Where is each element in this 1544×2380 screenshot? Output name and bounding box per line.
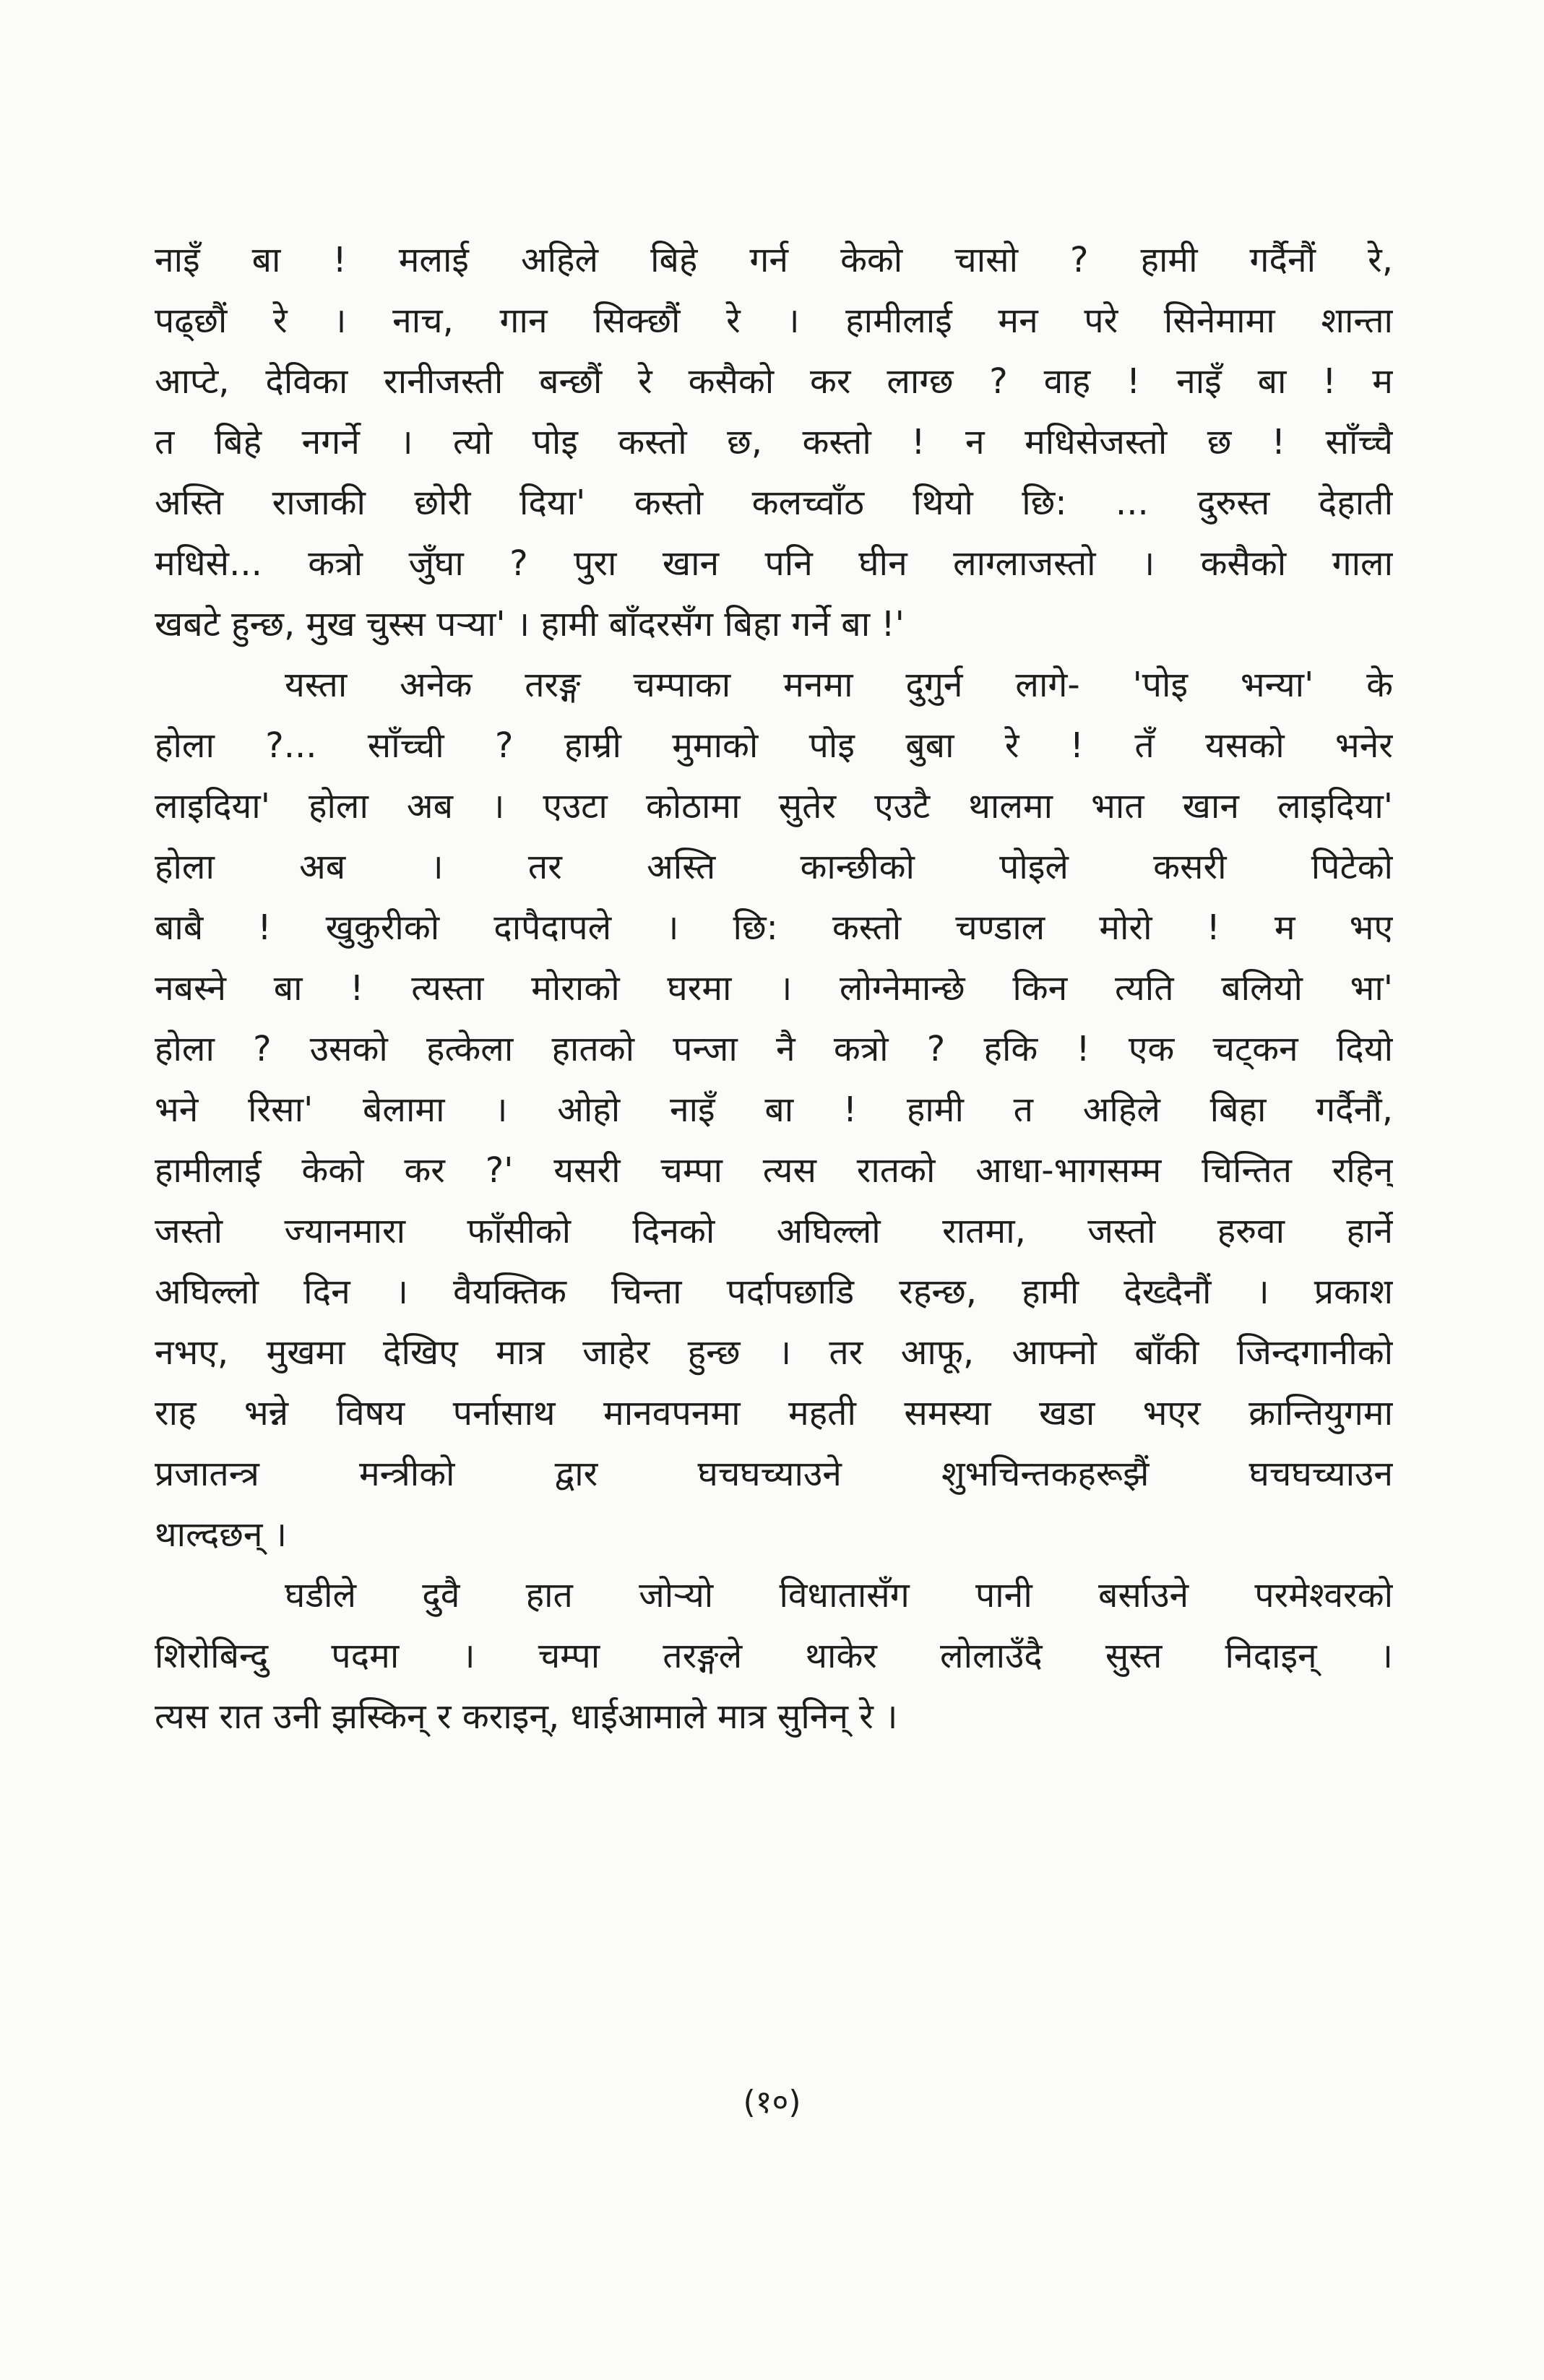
page-number: (१०) — [743, 2084, 801, 2121]
text-line: शिरोबिन्दु पदमा । चम्पा तरङ्गले थाकेर लोलाउँदै सुस्त निदाइन् । — [155, 1636, 1393, 1676]
text-line: नभए, मुखमा देखिए मात्र जाहेर हुन्छ । तर आफू, आफ्नो बाँकी जिन्दगानीको — [155, 1332, 1393, 1373]
text-line: हामीलाई केको कर ?' यसरी चम्पा त्यस रातको आधा-भागसम्म चिन्तित रहिन् — [155, 1150, 1393, 1191]
text-line: बाबै ! खुकुरीको दापैदापले । छि: कस्तो चण्डाल मोरो ! म भए — [155, 907, 1393, 948]
text-line: त बिहे नगर्ने । त्यो पोइ कस्तो छ, कस्तो ! न मधिसेजस्तो छ ! साँच्चै — [155, 422, 1393, 462]
text-line: खबटे हुन्छ, मुख चुस्स पऱ्या' । हामी बाँदरसँग बिहा गर्ने बा !' — [155, 604, 905, 644]
text-line: घडीले दुवै हात जोऱ्यो विधातासँग पानी बर्साउने परमेश्वरको — [285, 1575, 1393, 1616]
body-text — [155, 230, 1393, 1747]
text-line: अघिल्लो दिन । वैयक्तिक चिन्ता पर्दापछाडि रहन्छ, हामी देख्दैनौं । प्रकाश — [155, 1272, 1393, 1312]
text-line: मधिसे... कत्रो जुँघा ? पुरा खान पनि घीन लाग्लाजस्तो । कसैको गाला — [155, 543, 1393, 584]
text-line: त्यस रात उनी झस्किन् र कराइन्, धाईआमाले मात्र सुनिन् रे । — [155, 1696, 898, 1737]
text-line: लाइदिया' होला अब । एउटा कोठामा सुतेर एउटै थालमा भात खान लाइदिया' — [155, 786, 1393, 827]
text-line: अस्ति राजाकी छोरी दिया' कस्तो कलच्वाँठ थियो छि: ... दुरुस्त देहाती — [155, 483, 1393, 523]
text-line: पढ्छौं रे । नाच, गान सिक्छौं रे । हामीलाई मन परे सिनेमामा शान्ता — [155, 301, 1393, 341]
text-line: नबस्ने बा ! त्यस्ता मोराको घरमा । लोग्नेमान्छे किन त्यति बलियो भा' — [155, 968, 1393, 1009]
text-line: यस्ता अनेक तरङ्ग चम्पाका मनमा दुगुर्न लागे- 'पोइ भन्या' के — [285, 665, 1393, 705]
text-line: राह भन्ने विषय पर्नासाथ मानवपनमा महती समस्या खडा भएर क्रान्तियुगमा — [155, 1393, 1393, 1433]
text-line: होला ? उसको हत्केला हातको पन्जा नै कत्रो ? हकि ! एक चट्कन दियो — [155, 1029, 1393, 1069]
text-line: आप्टे, देविका रानीजस्ती बन्छौं रे कसैको कर लाग्छ ? वाह ! नाइँ बा ! म — [155, 361, 1393, 402]
text-line: थाल्दछन् । — [155, 1514, 288, 1555]
text-line: भने रिसा' बेलामा । ओहो नाइँ बा ! हामी त अहिले बिहा गर्दैनौं, — [155, 1090, 1393, 1130]
text-line: जस्तो ज्यानमारा फाँसीको दिनको अघिल्लो रातमा, जस्तो हरुवा हार्ने — [155, 1211, 1393, 1251]
text-line: होला ?... साँच्ची ? हाम्री मुमाको पोइ बुबा रे ! तँ यसको भनेर — [155, 725, 1393, 766]
text-line: प्रजातन्त्र मन्त्रीको द्वार घचघच्याउने शुभचिन्तकहरूझैं घचघच्याउन — [155, 1454, 1393, 1494]
text-line: नाइँ बा ! मलाई अहिले बिहे गर्न केको चासो ? हामी गर्दैनौं रे, — [155, 240, 1393, 280]
text-line: होला अब । तर अस्ति कान्छीको पोइले कसरी पिटेको — [155, 847, 1393, 887]
